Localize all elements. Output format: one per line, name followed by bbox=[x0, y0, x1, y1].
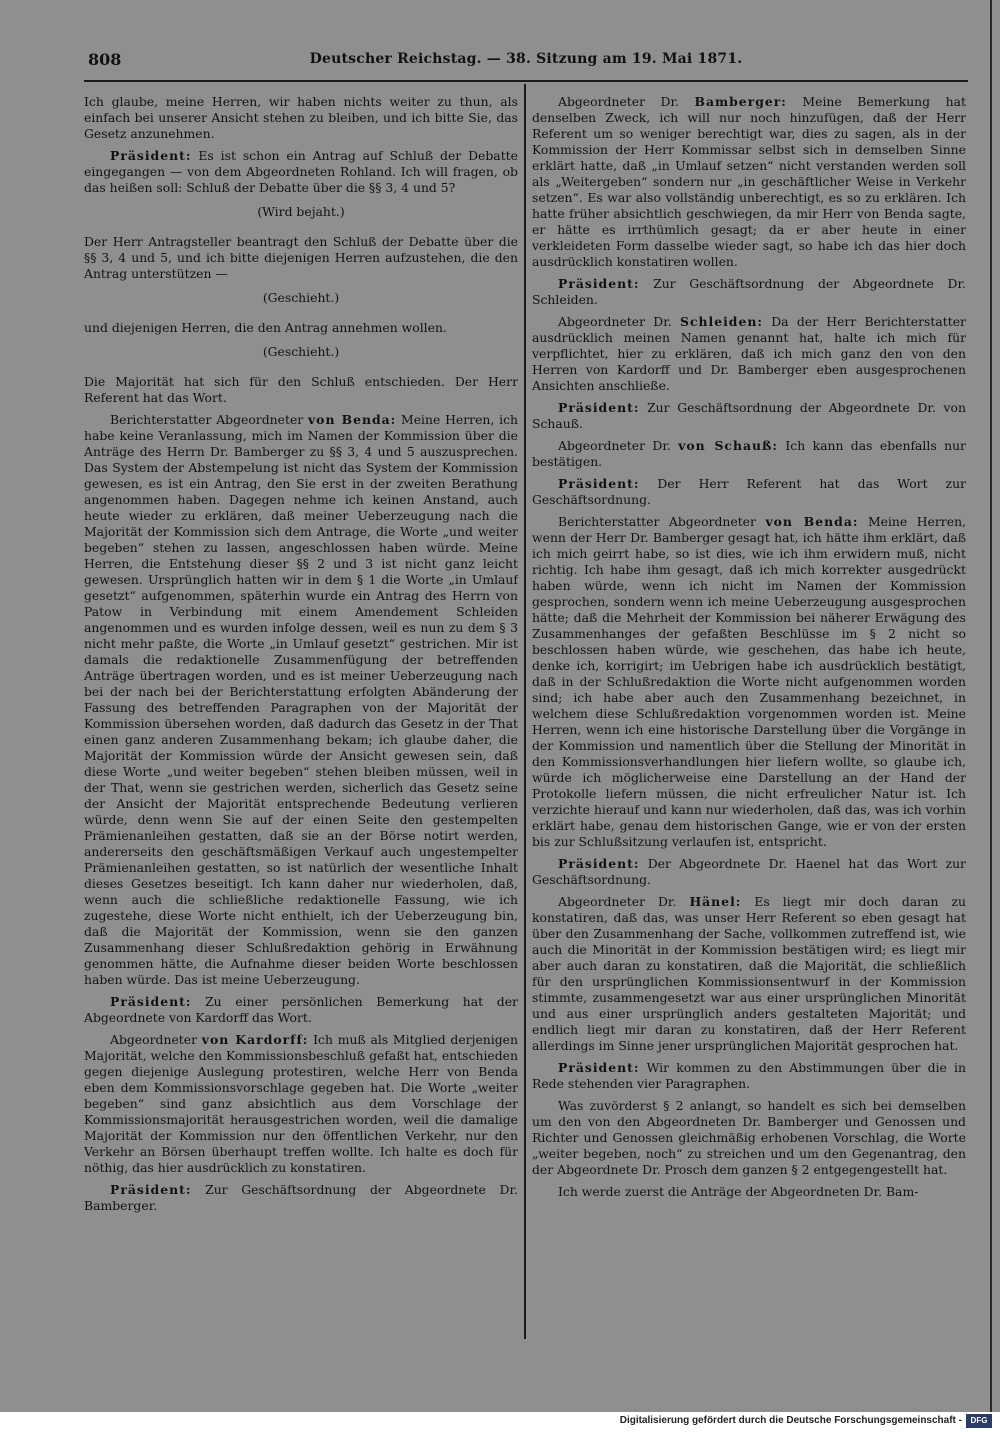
paragraph-text: Meine Bemerkung hat denselben Zweck, ich will nur noch hinzufügen, daß der Herr Referent um so weniger berechtigt war, dies zu sagen, als in der Kommission der Herr Kommissar selbst sich in demselben Sinne erklärt hatte, daß „in Umlauf setzen“ nicht verstanden werden soll als „Weitergeben“ sondern nur „in geschäftlicher Weise in Verkehr setzen“. Es war also vollständig unberechtigt, es so zu erklären. Ich hatte früher absichtlich geschwiegen, da mir Herr von Benda sagte, er hätte es irrthümlich gesagt; da er aber heute in einer verkleideten Form dasselbe wieder sagt, so habe ich das hier doch ausdrücklich konstatiren wollen. bbox=[532, 94, 966, 269]
speaker-name: Präsident: bbox=[558, 476, 640, 491]
stage-direction bbox=[84, 344, 518, 360]
paragraph-text: Ich muß als Mitglied derjenigen Majorität, welche den Kommissionsbeschluß gefaßt hat, entschieden gegen diejenige Auslegung protestiren, welche Herr von Benda eben dem Kommissionsvorschlage gegeben hat. Die Worte „weiter begeben“ sind ganz absichtlich aus dem Vorschlage der Kommissionsmajorität herausgestrichen worden, weil die damalige Majorität der Kommission nur den öffentlichen Verkehr, nur den Verkehr an Börsen überhaupt treffen wollte. Ich halte es doch für nöthig, das hier ausdrücklich zu konstatiren. bbox=[84, 1032, 518, 1175]
speech-paragraph bbox=[84, 412, 518, 988]
paragraph-text: Der Herr Antragsteller beantragt den Schluß der Debatte über die §§ 3, 4 und 5, und ich bitte diejenigen Herren aufzustehen, die den Antrag unterstützen — bbox=[84, 234, 518, 281]
running-title: Deutscher Reichstag. — 38. Sitzung am 19. Mai 1871. bbox=[309, 51, 743, 67]
speaker-role: Abgeordneter Dr. bbox=[558, 94, 679, 109]
speaker-name: Präsident: bbox=[110, 994, 192, 1009]
speech-paragraph bbox=[532, 856, 966, 888]
speaker-name: von Benda: bbox=[307, 412, 397, 427]
paragraph-text: und diejenigen Herren, die den Antrag annehmen wollen. bbox=[84, 320, 447, 335]
right-column bbox=[532, 94, 966, 1334]
speaker-role: Abgeordneter bbox=[110, 1032, 198, 1047]
funding-credit: Digitalisierung gefördert durch die Deutsche Forschungsgemeinschaft - bbox=[619, 1415, 962, 1426]
speaker-role: Abgeordneter Dr. bbox=[558, 438, 671, 453]
paragraph-text: Es ist schon ein Antrag auf Schluß der Debatte eingegangen — von dem Abgeordneten Rohland. Ich will fragen, ob das heißen soll: Schluß der Debatte über die §§ 3, 4 und 5? bbox=[84, 148, 518, 195]
speaker-name: von Benda: bbox=[765, 514, 859, 529]
speaker-name: Präsident: bbox=[110, 1182, 192, 1197]
paragraph-text: (Geschieht.) bbox=[262, 290, 340, 305]
speech-paragraph bbox=[84, 994, 518, 1026]
paragraph-text: Es liegt mir doch daran zu konstatiren, daß das, was unser Herr Referent so eben gesagt hat über den Zusammenhang der Sache, vollkommen zutreffend ist, wie auch die Minorität in der Kommission bestätigen wird; es liegt mir aber auch daran zu konstatiren, daß die Majorität, die schließlich für den ursprünglichen Kommissionsentwurf in der Kommission stimmte, zusammengesetzt war aus einer ursprünglichen Minorität und aus einer ursprünglich anders gestalteten Majorität; und endlich liegt mir daran zu konstatiren, daß der Herr Referent allerdings im Sinne jener ursprünglichen Majorität gesprochen hat. bbox=[532, 894, 966, 1053]
speech-paragraph bbox=[532, 400, 966, 432]
paragraph-text: Wir kommen zu den Abstimmungen über die in Rede stehenden vier Paragraphen. bbox=[532, 1060, 966, 1091]
page-number: 808 bbox=[88, 50, 122, 69]
speaker-name: Hänel: bbox=[689, 894, 742, 909]
speech-paragraph bbox=[532, 894, 966, 1054]
paragraph-text: Zur Geschäftsordnung der Abgeordnete Dr. Bamberger. bbox=[84, 1182, 518, 1213]
header-rule bbox=[84, 80, 968, 82]
speech-paragraph bbox=[532, 476, 966, 508]
speech-paragraph bbox=[532, 514, 966, 850]
speaker-role: Abgeordneter Dr. bbox=[558, 894, 677, 909]
text-paragraph bbox=[532, 1098, 966, 1178]
paragraph-text: (Geschieht.) bbox=[262, 344, 340, 359]
paragraph-text: Meine Herren, wenn der Herr Dr. Bamberger gesagt hat, ich hätte ihm erklärt, daß ich mich geirrt habe, so ist dies, wie ich ihm erwidern muß, nicht richtig. Ich habe ihm gesagt, daß ich mich korrekter ausgedrückt haben würde, wenn ich nicht im Namen der Kommission gesprochen, sondern wenn ich meine Ueberzeugung ausgesprochen hätte; daß die Mehrheit der Kommission bei näherer Erwägung des Zusammenhanges der gefaßten Beschlüsse im § 2 nicht so beschlossen haben würde, wie geschehen, das habe ich heute, denke ich, korrigirt; im Uebrigen habe ich ausdrücklich bestätigt, daß in der Schlußredaktion die Worte nicht aufgenommen worden sind; ich habe aber auch den Zusammenhang bezeichnet, in welchem diese Schlußredaktion vorgenommen worden ist. Meine Herren, wenn ich eine historische Darstellung über die Vorgänge in der Kommission und namentlich über die Stellung der Minorität in den Kommissionsverhandlungen hier liefern wollte, so glaube ich, würde ich möglicherweise eine Darstellung an der Hand der Protokolle liefern müssen, die nicht erfreulicher Natur ist. Ich verzichte hierauf und kann nur wiederholen, daß das, was ich vorhin erklärt habe, genau dem historischen Gange, wie er von der ersten bis zur Schlußsitzung verlaufen ist, entspricht. bbox=[532, 514, 966, 849]
speech-paragraph bbox=[532, 94, 966, 270]
speaker-name: von Schauß: bbox=[678, 438, 778, 453]
text-paragraph bbox=[84, 94, 518, 142]
column-divider bbox=[524, 84, 526, 1339]
page-edge-rule bbox=[990, 0, 992, 1412]
speaker-role: Abgeordneter Dr. bbox=[558, 314, 672, 329]
text-paragraph bbox=[84, 234, 518, 282]
paragraph-text: Der Abgeordnete Dr. Haenel hat das Wort zur Geschäftsordnung. bbox=[532, 856, 966, 887]
page-header bbox=[88, 50, 964, 74]
text-paragraph bbox=[84, 320, 518, 336]
stage-direction bbox=[84, 204, 518, 220]
speaker-name: Bamberger: bbox=[694, 94, 787, 109]
speaker-name: Präsident: bbox=[558, 856, 640, 871]
paragraph-text: Der Herr Referent hat das Wort zur Geschäftsordnung. bbox=[532, 476, 966, 507]
speech-paragraph bbox=[84, 1032, 518, 1176]
speaker-name: Präsident: bbox=[110, 148, 192, 163]
left-column bbox=[84, 94, 518, 1334]
dfg-logo: DFG bbox=[966, 1414, 992, 1428]
paragraph-text: Zur Geschäftsordnung der Abgeordnete Dr. von Schauß. bbox=[532, 400, 966, 431]
speaker-name: Schleiden: bbox=[680, 314, 763, 329]
speaker-name: Präsident: bbox=[558, 1060, 640, 1075]
speech-paragraph bbox=[532, 438, 966, 470]
speaker-role: Berichterstatter Abgeordneter bbox=[110, 412, 304, 427]
speaker-name: Präsident: bbox=[558, 276, 640, 291]
speaker-name: Präsident: bbox=[558, 400, 640, 415]
paragraph-text: Ich glaube, meine Herren, wir haben nichts weiter zu thun, als einfach bei unserer Ansicht stehen zu bleiben, und ich bitte Sie, das Gesetz anzunehmen. bbox=[84, 94, 518, 141]
speech-paragraph bbox=[84, 1182, 518, 1214]
text-paragraph bbox=[84, 374, 518, 406]
paragraph-text: Da der Herr Berichterstatter ausdrücklich meinen Namen genannt hat, halte ich mich für verpflichtet, hier zu erklären, daß ich mich ganz den von den Herren von Kardorff und Dr. Bamberger eben ausgesprochenen Ansichten anschließe. bbox=[532, 314, 966, 393]
footer-bar bbox=[0, 1412, 1000, 1432]
speech-paragraph bbox=[84, 148, 518, 196]
paragraph-text: Ich werde zuerst die Anträge der Abgeordneten Dr. Bam- bbox=[558, 1184, 919, 1199]
paragraph-text: Zur Geschäftsordnung der Abgeordnete Dr. Schleiden. bbox=[532, 276, 966, 307]
paragraph-text: Die Majorität hat sich für den Schluß entschieden. Der Herr Referent hat das Wort. bbox=[84, 374, 518, 405]
paragraph-text: Ich kann das ebenfalls nur bestätigen. bbox=[532, 438, 966, 469]
stage-direction bbox=[84, 290, 518, 306]
paragraph-text: Zu einer persönlichen Bemerkung hat der Abgeordnete von Kardorff das Wort. bbox=[84, 994, 518, 1025]
speaker-role: Berichterstatter Abgeordneter bbox=[558, 514, 756, 529]
paragraph-text: Was zuvörderst § 2 anlangt, so handelt es sich bei demselben um den von den Abgeordneten Dr. Bamberger und Genossen und Richter und Genossen gleichmäßig erhobenen Vorschlag, die Worte „weiter begeben, noch“ zu streichen und um den Gegenantrag, den der Abgeordnete Dr. Prosch dem ganzen § 2 entgegengestellt hat. bbox=[532, 1098, 966, 1177]
speaker-name: von Kardorff: bbox=[201, 1032, 309, 1047]
speech-paragraph bbox=[532, 276, 966, 308]
paragraph-text: (Wird bejaht.) bbox=[257, 204, 345, 219]
text-paragraph bbox=[532, 1184, 966, 1200]
speech-paragraph bbox=[532, 1060, 966, 1092]
speech-paragraph bbox=[532, 314, 966, 394]
paragraph-text: Meine Herren, ich habe keine Veranlassung, mich im Namen der Kommission über die Anträge des Herrn Dr. Bamberger zu §§ 3, 4 und 5 auszusprechen. Das System der Abstempelung ist nicht das System der Kommission gewesen, es ist ein Antrag, den Sie erst in der zweiten Berathung angenommen haben. Dagegen nehme ich keinen Anstand, auch heute wieder zu erklären, daß meiner Ueberzeugung nach die Majorität der Kommission sich dem Antrage, die Worte „und weiter begeben“ stehen zu lassen, angeschlossen haben würde. Meine Herren, die Entstehung dieser §§ 2 und 3 ist nicht ganz leicht gewesen. Ursprünglich hatten wir in dem § 1 die Worte „in Umlauf gesetzt“ aufgenommen, späterhin wurde ein Antrag des Herrn von Patow in Verbindung mit einem Amendement Schleiden angenommen und es wurden infolge dessen, weil es nun zu dem § 3 nicht mehr paßte, die Worte „in Umlauf gesetzt“ gestrichen. Mir ist damals die redaktionelle Zusammenfügung der betreffenden Anträge übertragen worden, und es ist meiner Ueberzeugung nach bei der nach bei der Berichterstattung erfolgten Abänderung der Fassung des betreffenden Paragraphen von der Majorität der Kommission übersehen worden, daß dadurch das Gesetz in der That einen ganz anderen Zusammenhang bekam; ich glaube daher, die Majorität der Kommission würde der Ansicht gewesen sein, daß diese Worte „und weiter begeben“ stehen bleiben müssen, weil in der That, wenn sie gestrichen werden, sicherlich das Gesetz seine der Ansicht der Majorität entsprechende Bedeutung verlieren würde, denn wenn Sie auf der einen Seite den gestempelten Prämienanleihen gestatten, daß sie an der Börse notirt werden, andererseits den geschäftsmäßigen Verkauf auch ungestempelter Prämienanleihen gestatten, so ist natürlich der wesentliche Inhalt dieses Gesetzes beseitigt. Ich kann daher nur wiederholen, daß, wenn auch die schließliche redaktionelle Fassung, wie ich zugestehe, diese Worte nicht enthielt, ich der Ueberzeugung bin, daß die Majorität der Kommission, wenn sie den ganzen Zusammenhang dieser Schlußredaktion gehörig in Erwähnung genommen hätte, die Aufnahme dieser beiden Worte beschlossen haben würde. Das ist meine Ueberzeugung. bbox=[84, 412, 518, 987]
